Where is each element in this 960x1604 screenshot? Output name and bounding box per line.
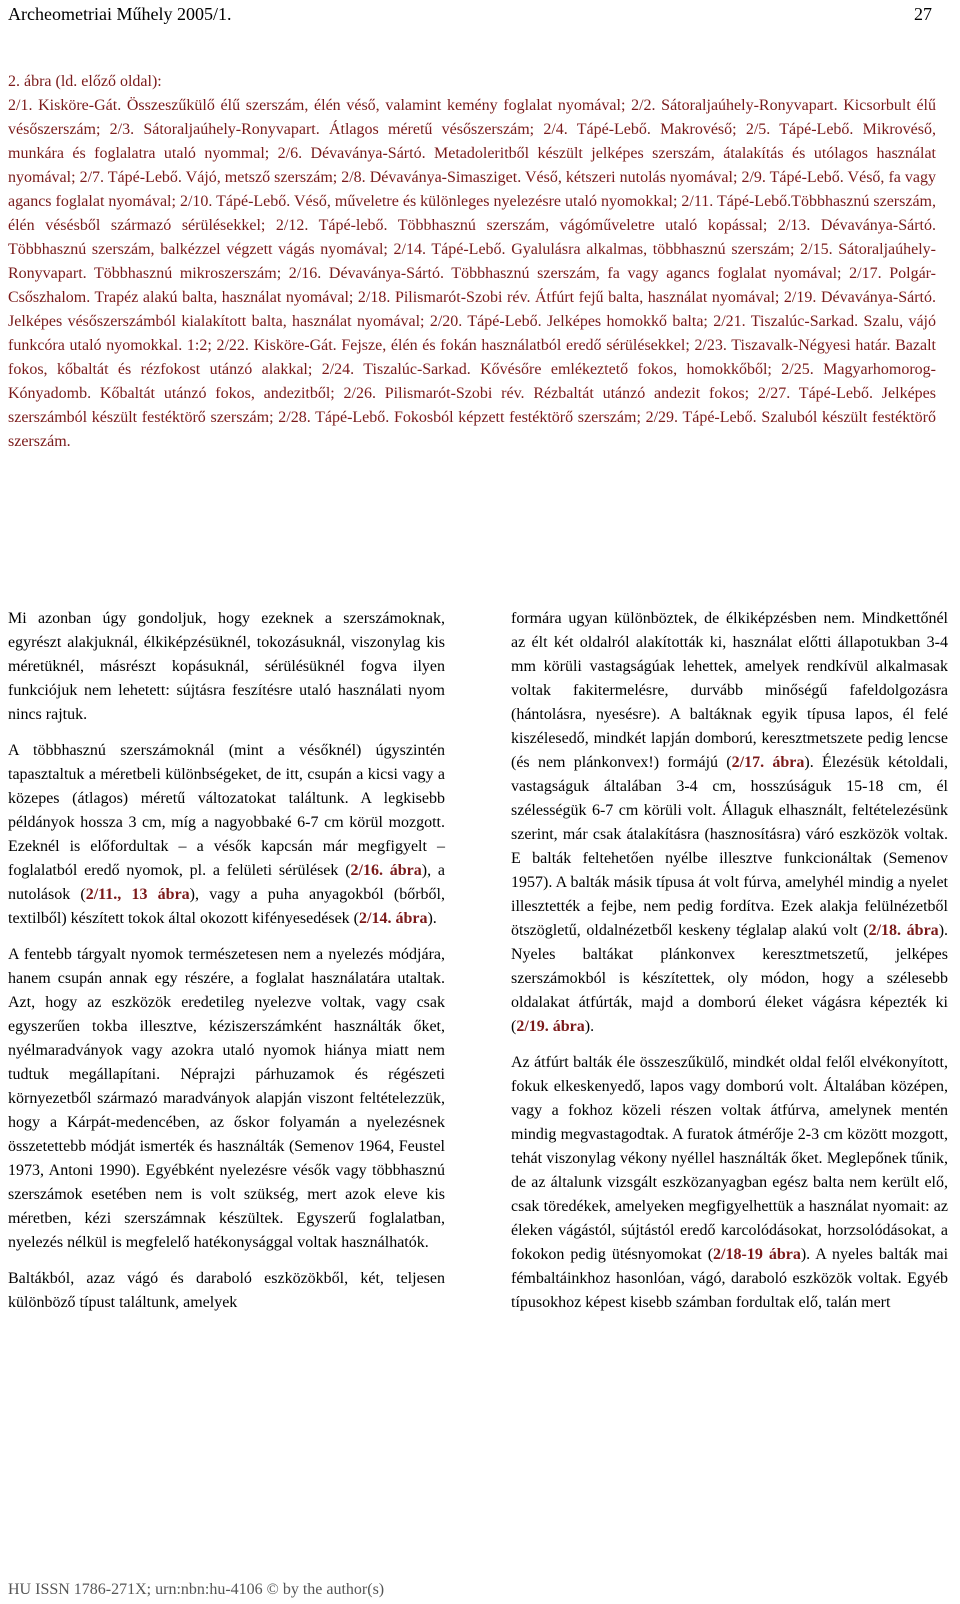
figure-reference: 2/16. ábra bbox=[350, 862, 422, 879]
paragraph: A fentebb tárgyalt nyomok természetesen nem a nyelezés módjára, hanem csupán annak egy részére, a foglalat használatára utaltak. Azt, hogy az eszközök eredetileg nyelezve voltak, vagy csak egyszerűen tokba illesztve, kéziszerszámként használták őket, nyélmaradványok vagy azokra utaló nyomok hiánya miatt nem tudtuk megállapítani. Néprajzi párhuzamok és régészeti környezetből származó maradványok alapján viszont feltételezzük, hogy a Kárpát-medencében, az őskor folyamán a nyelezésnek összetettebb módját ismerték és használták (Semenov 1964, Feustel 1973, Antoni 1990). Egyébként nyelezésre vésők vagy többhasznú szerszámok esetében nem is volt szükség, mert azok eleve kis méretben, kézi szerszámnak készültek. Egyszerű foglalatban, nyelezés nélkül is megfelelő hatékonysággal voltak használhatók. bbox=[8, 946, 445, 1251]
page-footer: HU ISSN 1786-271X; urn:nbn:hu-4106 © by the author(s) bbox=[8, 1581, 385, 1598]
paragraph bbox=[511, 1051, 948, 1315]
text-run: A többhasznú szerszámoknál (mint a vésőknél) úgyszintén tapasztaltuk a méretbeli különbségeket, de itt, csupán a kicsi vagy a közepes (átlagos) méretű változatokat találtunk. A legkisebb példányok hossza 3 cm, míg a nagyobbaké 6-7 cm körül mozgott. Ezeknél is előfordultak – a vésők kapcsán már megfigyelt – foglalatból eredő nyomok, pl. a felületi sérülések ( bbox=[8, 742, 445, 879]
right-column bbox=[511, 607, 948, 1327]
text-run: ). A nyeles balták mai fémbaltáinkhoz hasonlóan, vágó, daraboló eszközök voltak. Egyéb típusokhoz képest kisebb számban fordultak elő, talán mert bbox=[511, 1246, 949, 1311]
text-run: ). bbox=[584, 1018, 595, 1035]
paragraph bbox=[511, 607, 948, 1039]
text-run: ). Élezésük kétoldali, vastagságuk általában 3-4 cm, hosszúságuk 15-18 cm, él szélességük 6-7 cm körüli volt. Állaguk elhasznált, feltételezésünk szerint, már csak átalakításra (hasznosításra) váró eszközök voltak. E balták feltehetően nyélbe illesztve funkcionáltak (Semenov 1957). A balták másik típusa át volt fúrva, amelyhél mindig a nyelet illesztették a fejbe, nem pedig fordítva. Ezek alakja felülnézetből ötszögletű, oldalnézetből keskeny téglalap alakú volt ( bbox=[511, 754, 949, 939]
figure-reference: 2/14. ábra bbox=[359, 910, 428, 927]
figure-reference: 2/11., 13 ábra bbox=[85, 886, 190, 903]
page-header bbox=[8, 0, 932, 28]
figure-reference: 2/19. ábra bbox=[516, 1018, 585, 1035]
figure-reference: 2/18. ábra bbox=[868, 922, 939, 939]
text-run: Az átfúrt balták éle összeszűkülő, mindkét oldal felől elvékonyított, fokuk elkeskenyedő, lapos vagy domború volt. Általában középen, vagy a fokhoz közeli részen voltak átfúrva, amelynek mentén mindig megvastagodtak. A furatok átmérője 2-3 cm között mozgott, tehát viszonylag vékony nyéllel használták őket. Meglepőnek tűnik, de az általunk vizsgált eszközanyagban egész balta nem került elő, csak töredékek, amelyeken megfigyelhettük a használat nyomait: az éleken vágástól, sújtástól eredő karcolódásokat, horzsolódásokat, a fokokon pedig ütésnyomokat ( bbox=[511, 1054, 948, 1263]
text-run: ). Nyeles baltákat plánkonvex keresztmetszetű, jelképes szerszámokból is készítettek, oly módon, hogy a szélesebb oldalakat átfúrták, majd a domború éleket vágásra képezték ki ( bbox=[511, 922, 949, 1035]
caption-title: 2. ábra (ld. előző oldal): bbox=[8, 73, 162, 90]
text-run: ). bbox=[427, 910, 437, 927]
journal-title: Archeometriai Műhely 2005/1. bbox=[8, 4, 232, 24]
page-number: 27 bbox=[914, 4, 932, 24]
figure-reference: 2/18-19 ábra bbox=[713, 1246, 801, 1263]
text-run: ), a nutolások ( bbox=[8, 862, 445, 903]
figure-reference: 2/17. ábra bbox=[731, 754, 805, 771]
caption-text: 2/1. Kisköre-Gát. Összeszűkülő élű szerszám, élén véső, valamint kemény foglalat nyomával; 2/2. Sátoraljaúhely-Ronyvapart. Kicsorbult élű vésőszerszám; 2/3. Sátoraljaúhely-Ronyvapart. Átlagos méretű vésőszerszám; 2/4. Tápé-Lebő. Makrovéső; 2/5. Tápé-Lebő. Mikrovéső, munkára és foglalatra utaló nyommal; 2/6. Dévaványa-Sártó. Metadoleritből készült jelképes szerszám, átalakítás és utólagos használat nyomával; 2/7. Tápé-Lebő. Vájó, metsző szerszám; 2/8. Dévaványa-Simasziget. Véső, kétszeri nutolás nyomával; 2/9. Tápé-Lebő. Véső, fa vagy agancs foglalat nyomával; 2/10. Tápé-Lebő. Véső, műveletre és különleges nyelezésre utaló nyomokkal; 2/11. Tápé-Lebő.Többhasznú szerszám, élén vésésből származó sérülésekkel; 2/12. Tápé-lebő. Többhasznú szerszám, vágóműveletre utaló kopással; 2/13. Dévaványa-Sártó. Többhasznú szerszám, balkézzel végzett vágás nyomával; 2/14. Tápé-Lebő. Gyalulásra alkalmas, többhasznú szerszám; 2/15. Sátoraljaúhely-Ronyvapart. Többhasznú mikroszerszám; 2/16. Dévaványa-Sártó. Többhasznú szerszám, fa vagy agancs foglalat nyomával; 2/17. Polgár-Csőszhalom. Trapéz alakú balta, használat nyomával; 2/18. Pilismarót-Szobi rév. Átfúrt fejű balta, használat nyomával; 2/19. Dévaványa-Sártó. Jelképes vésőszerszámból kialakított balta, használat nyomával; 2/20. Tápé-Lebő. Jelképes homokkő balta; 2/21. Tiszalúc-Sarkad. Szalu, vájó funkcóra utaló nyomokkal. 1:2; 2/22. Kisköre-Gát. Fejsze, élén és fokán használatból eredő sérülésekkel; 2/23. Tiszavalk-Négyesi határ. Bazalt fokos, kőbaltát és rézfokost utánzó alakkal; 2/24. Tiszalúc-Sarkad. Kővésőre emlékeztető fokos, homokkőből; 2/25. Magyarhomorog-Kónyadomb. Kőbaltát utánzó fokos, andezitből; 2/26. Pilismarót-Szobi rév. Rézbaltát utánzó andezit fokos; 2/27. Tápé-Lebő. Jelképes szerszámból készült festéktörő szerszám; 2/28. Tápé-Lebő. Fokosból képzett festéktörő szerszám; 2/29. Tápé-Lebő. Szaluból készült festéktörő szerszám. bbox=[8, 97, 936, 450]
left-column bbox=[8, 607, 445, 1327]
paragraph: Mi azonban úgy gondoljuk, hogy ezeknek a szerszámoknak, egyrészt alakjuknál, élkiképzésüknél, tokozásuknál, viszonylag kis méretüknél, másrészt kopásuknál, sérülésüknél fogva ilyen funkciójuk nem lehetett: sújtásra feszítésre utaló használati nyom nincs rajtuk. bbox=[8, 610, 445, 723]
paragraph: Baltákból, azaz vágó és daraboló eszközökből, két, teljesen különböző típust találtunk, amelyek bbox=[8, 1270, 445, 1311]
paragraph bbox=[8, 739, 445, 931]
text-run: ), vagy a puha anyagokból (bőrből, textilből) készített tokok által okozott kifényesedések ( bbox=[8, 886, 445, 927]
text-run: formára ugyan különböztek, de élkiképzésben nem. Mindkettőnél az élt két oldalról alakították ki, használat előtti állapotukban 3-4 mm körüli vastagságúak lehettek, amelyek rendkívül alkalmasak voltak fakitermelésre, durvább minőségű fafeldolgozásra (hántolásra, nyesésre). A baltáknak egyik típusa lapos, él felé kiszélesedő, mindkét lapján domború, keresztmetszete pedig lencse (és nem plánkonvex!) formájú ( bbox=[511, 610, 948, 771]
figure-caption bbox=[8, 70, 936, 454]
